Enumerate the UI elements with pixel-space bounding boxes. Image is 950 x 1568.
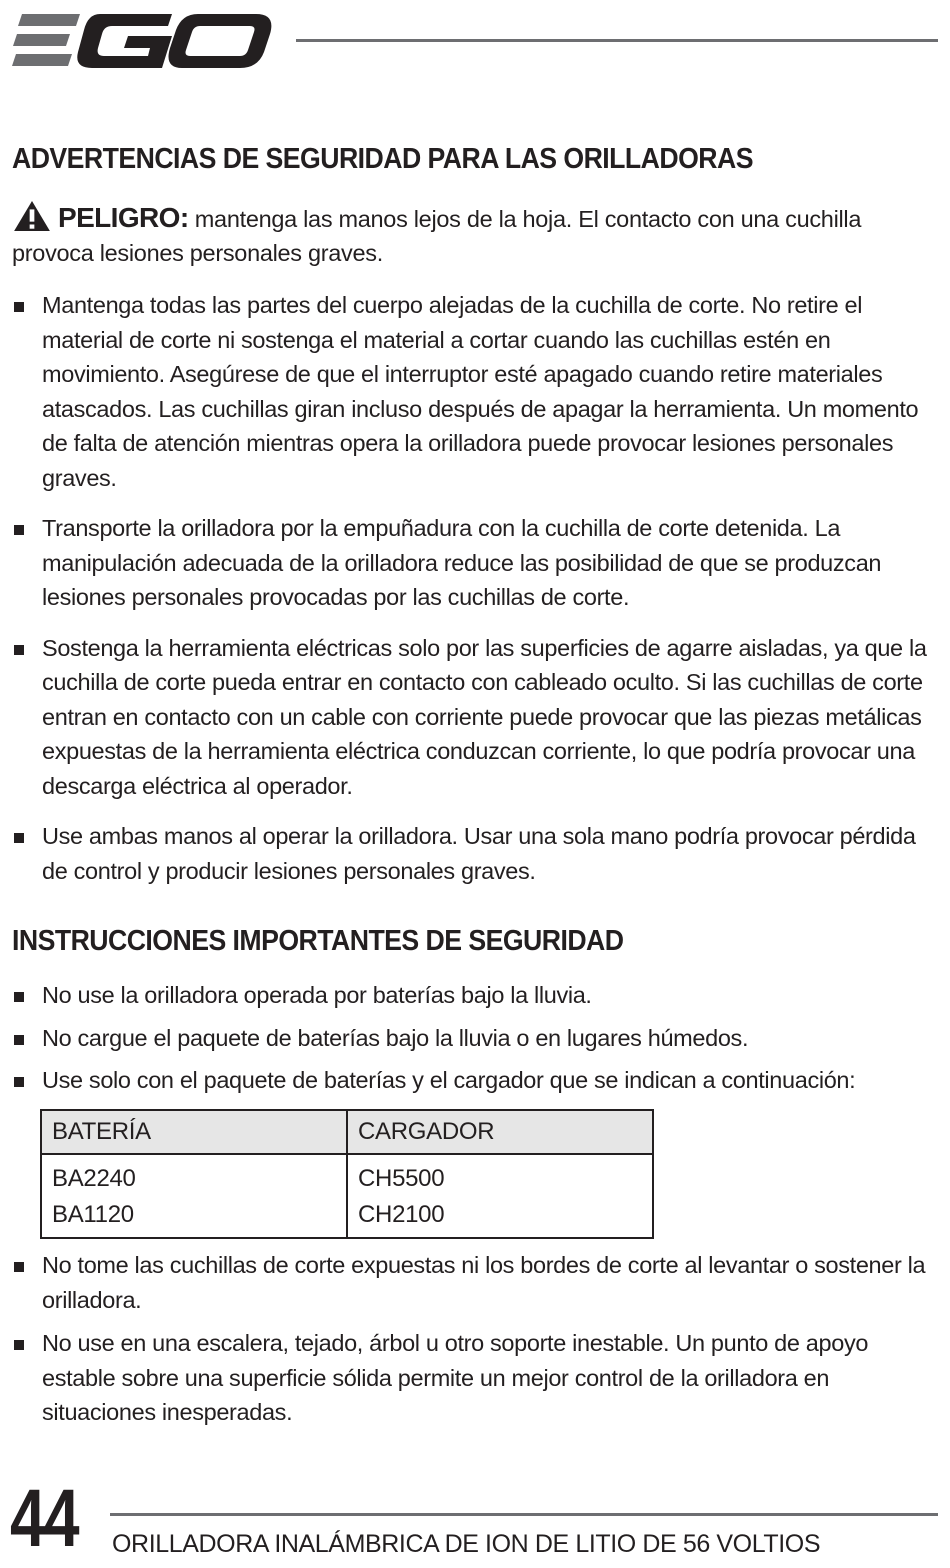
column-header-charger: CARGADOR	[347, 1110, 653, 1154]
list-item: Sostenga la herramienta eléctricas solo por las superficies de agarre aisladas, ya que la cuchilla de corte pueda entrar en contacto con cableado oculto. Si las cuchillas de corte entran en contacto con un cable con corriente puede provocar que las piezas metálicas expuestas de la herramienta eléctrica conduzcan corriente, lo que podría provocar una descarga eléctrica al operador.	[12, 631, 937, 804]
ego-logo-mark	[12, 12, 272, 70]
bullet-square-icon	[14, 992, 24, 1002]
list-item: Mantenga todas las partes del cuerpo alejadas de la cuchilla de corte. No retire el material de corte ni sostenga el material a cortar cuando las cuchillas estén en movimiento. Asegúrese de que el interruptor esté apagado cuando retire materiales atascados. Las cuchillas giran incluso después de apagar la herramienta. Un momento de falta de atención mientras opera la orilladora puede provocar lesiones personales graves.	[12, 288, 937, 495]
table-row	[41, 1154, 653, 1238]
danger-text: mantenga las manos lejos de la hoja. El contacto con una cuchilla provoca lesiones personales graves.	[12, 206, 862, 266]
section-title-safety-warnings: ADVERTENCIAS DE SEGURIDAD PARA LAS ORILLADORAS	[12, 143, 753, 175]
safety-instructions-list-continued	[12, 1248, 937, 1439]
bullet-square-icon	[14, 1035, 24, 1045]
footer-rule	[110, 1513, 938, 1516]
battery-model: BA2240	[52, 1165, 136, 1192]
safety-warnings-list	[12, 288, 937, 904]
charger-model: CH2100	[358, 1201, 445, 1228]
list-item: Use solo con el paquete de baterías y el cargador que se indican a continuación:	[12, 1063, 937, 1098]
list-item: Transporte la orilladora por la empuñadura con la cuchilla de corte detenida. La manipulación adecuada de la orilladora reduce las posibilidad de que se produzcan lesiones personales provocadas por las cuchillas de corte.	[12, 511, 937, 615]
charger-cell	[347, 1154, 653, 1238]
bullet-square-icon	[14, 302, 24, 312]
column-header-battery: BATERÍA	[41, 1110, 347, 1154]
bullet-square-icon	[14, 1077, 24, 1087]
warning-triangle-icon	[12, 200, 52, 232]
danger-notice	[12, 200, 942, 270]
bullet-square-icon	[14, 645, 24, 655]
bullet-square-icon	[14, 1262, 24, 1272]
bullet-square-icon	[14, 1340, 24, 1350]
list-item: No use en una escalera, tejado, árbol u otro soporte inestable. Un punto de apoyo estable sobre una superficie sólida permite un mejor control de la orilladora en situaciones inesperadas.	[12, 1326, 937, 1430]
footer-title: ORILLADORA INALÁMBRICA DE ION DE LITIO DE 56 VOLTIOS	[112, 1530, 821, 1558]
list-item: No use la orilladora operada por baterías bajo la lluvia.	[12, 978, 937, 1013]
battery-charger-table	[40, 1109, 654, 1239]
page-number: 44	[10, 1473, 79, 1564]
battery-cell	[41, 1154, 347, 1238]
safety-instructions-list	[12, 978, 937, 1106]
list-item: Use ambas manos al operar la orilladora. Usar una sola mano podría provocar pérdida de control y producir lesiones personales graves.	[12, 819, 937, 888]
bullet-square-icon	[14, 833, 24, 843]
battery-model: BA1120	[52, 1201, 134, 1228]
header-rule	[296, 39, 938, 42]
charger-model: CH5500	[358, 1165, 445, 1192]
list-item: No tome las cuchillas de corte expuestas ni los bordes de corte al levantar o sostener la orilladora.	[12, 1248, 937, 1317]
section-title-safety-instructions: INSTRUCCIONES IMPORTANTES DE SEGURIDAD	[12, 925, 624, 957]
danger-word: PELIGRO:	[58, 202, 189, 233]
bullet-square-icon	[14, 525, 24, 535]
list-item: No cargue el paquete de baterías bajo la lluvia o en lugares húmedos.	[12, 1021, 937, 1056]
table-header-row	[41, 1110, 653, 1154]
ego-logo	[12, 12, 272, 70]
